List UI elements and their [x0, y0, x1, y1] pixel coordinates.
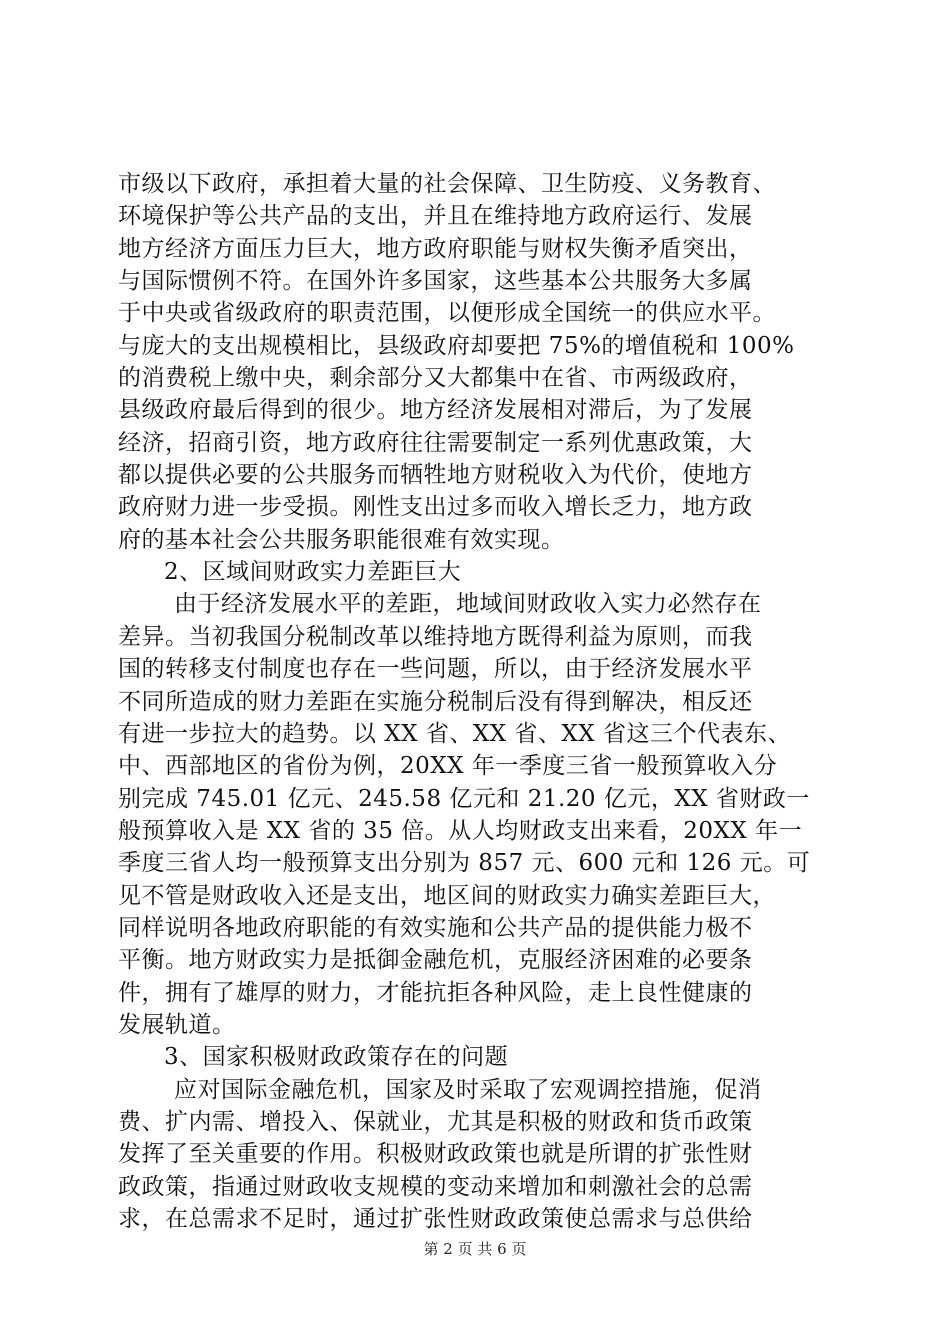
paragraph-first-line: 应对国际金融危机，国家及时采取了宏观调控措施，促消	[174, 1076, 762, 1103]
text-line: 市级以下政府，承担着大量的社会保障、卫生防疫、义务教育、	[118, 171, 776, 197]
paragraph-first-line: 由于经济发展水平的差距，地域间财政收入实力必然存在	[174, 591, 762, 618]
page-number: 第 2 页 共 6 页	[423, 1240, 527, 1258]
text-line: 地方经济方面压力巨大，地方政府职能与财权失衡矛盾突出，	[118, 235, 753, 262]
text-line: 同样说明各地政府职能的有效实施和公共产品的提供能力极不	[118, 914, 753, 941]
text-line: 府的基本社会公共服务职能很难有效实现。	[118, 526, 565, 553]
text-line: 求，在总需求不足时，通过扩张性财政政策使总需求与总供给	[118, 1206, 753, 1232]
text-line: 中、西部地区的省份为例，20XX 年一季度三省一般预算收入分	[118, 753, 778, 780]
text-line: 与国际惯例不符。在国外许多国家，这些基本公共服务大多属	[118, 268, 753, 295]
text-line: 般预算收入是 XX 省的 35 倍。从人均财政支出来看，20XX 年一	[118, 817, 803, 844]
body-text	[118, 168, 838, 1235]
text-line: 都以提供必要的公共服务而牺牲地方财税收入为代价，使地方	[118, 462, 753, 489]
text-line: 有进一步拉大的趋势。以 XX 省、XX 省、XX 省这三个代表东、	[118, 720, 791, 747]
text-line: 平衡。地方财政实力是抵御金融危机，克服经济困难的必要条	[118, 947, 753, 974]
text-line: 与庞大的支出规模相比，县级政府却要把 75%的增值税和 100%	[118, 332, 795, 359]
page-footer	[0, 1238, 950, 1259]
text-line: 不同所造成的财力差距在实施分税制后没有得到解决，相反还	[118, 688, 753, 715]
text-line: 发展轨道。	[118, 1011, 236, 1038]
text-line: 国的转移支付制度也存在一些问题，所以，由于经济发展水平	[118, 656, 753, 683]
text-line: 件，拥有了雄厚的财力，才能抗拒各种风险，走上良性健康的	[118, 979, 753, 1006]
text-line: 政府财力进一步受损。刚性支出过多而收入增长乏力，地方政	[118, 494, 753, 521]
text-line: 县级政府最后得到的很少。地方经济发展相对滞后，为了发展	[118, 397, 753, 424]
section-heading-2: 2、区域间财政实力差距巨大	[164, 559, 462, 586]
text-line: 见不管是财政收入还是支出，地区间的财政实力确实差距巨大，	[118, 882, 776, 909]
text-line: 于中央或省级政府的职责范围，以便形成全国统一的供应水平。	[118, 300, 776, 327]
text-line: 别完成 745.01 亿元、245.58 亿元和 21.20 亿元，XX 省财政一	[118, 785, 810, 812]
text-line: 发挥了至关重要的作用。积极财政政策也就是所谓的扩张性财	[118, 1141, 753, 1168]
text-line: 的消费税上缴中央，剩余部分又大都集中在省、市两级政府，	[118, 365, 753, 392]
text-line: 环境保护等公共产品的支出，并且在维持地方政府运行、发展	[118, 203, 753, 230]
text-line: 经济，招商引资，地方政府往往需要制定一系列优惠政策，大	[118, 429, 753, 456]
section-heading-3: 3、国家积极财政政策存在的问题	[164, 1044, 509, 1071]
text-line: 季度三省人均一般预算支出分别为 857 元、600 元和 126 元。可	[118, 850, 811, 877]
text-line: 费、扩内需、增投入、保就业，尤其是积极的财政和货币政策	[118, 1108, 753, 1135]
text-line: 差异。当初我国分税制改革以维持地方既得利益为原则，而我	[118, 623, 753, 650]
text-line: 政政策，指通过财政收支规模的变动来增加和刺激社会的总需	[118, 1173, 753, 1200]
